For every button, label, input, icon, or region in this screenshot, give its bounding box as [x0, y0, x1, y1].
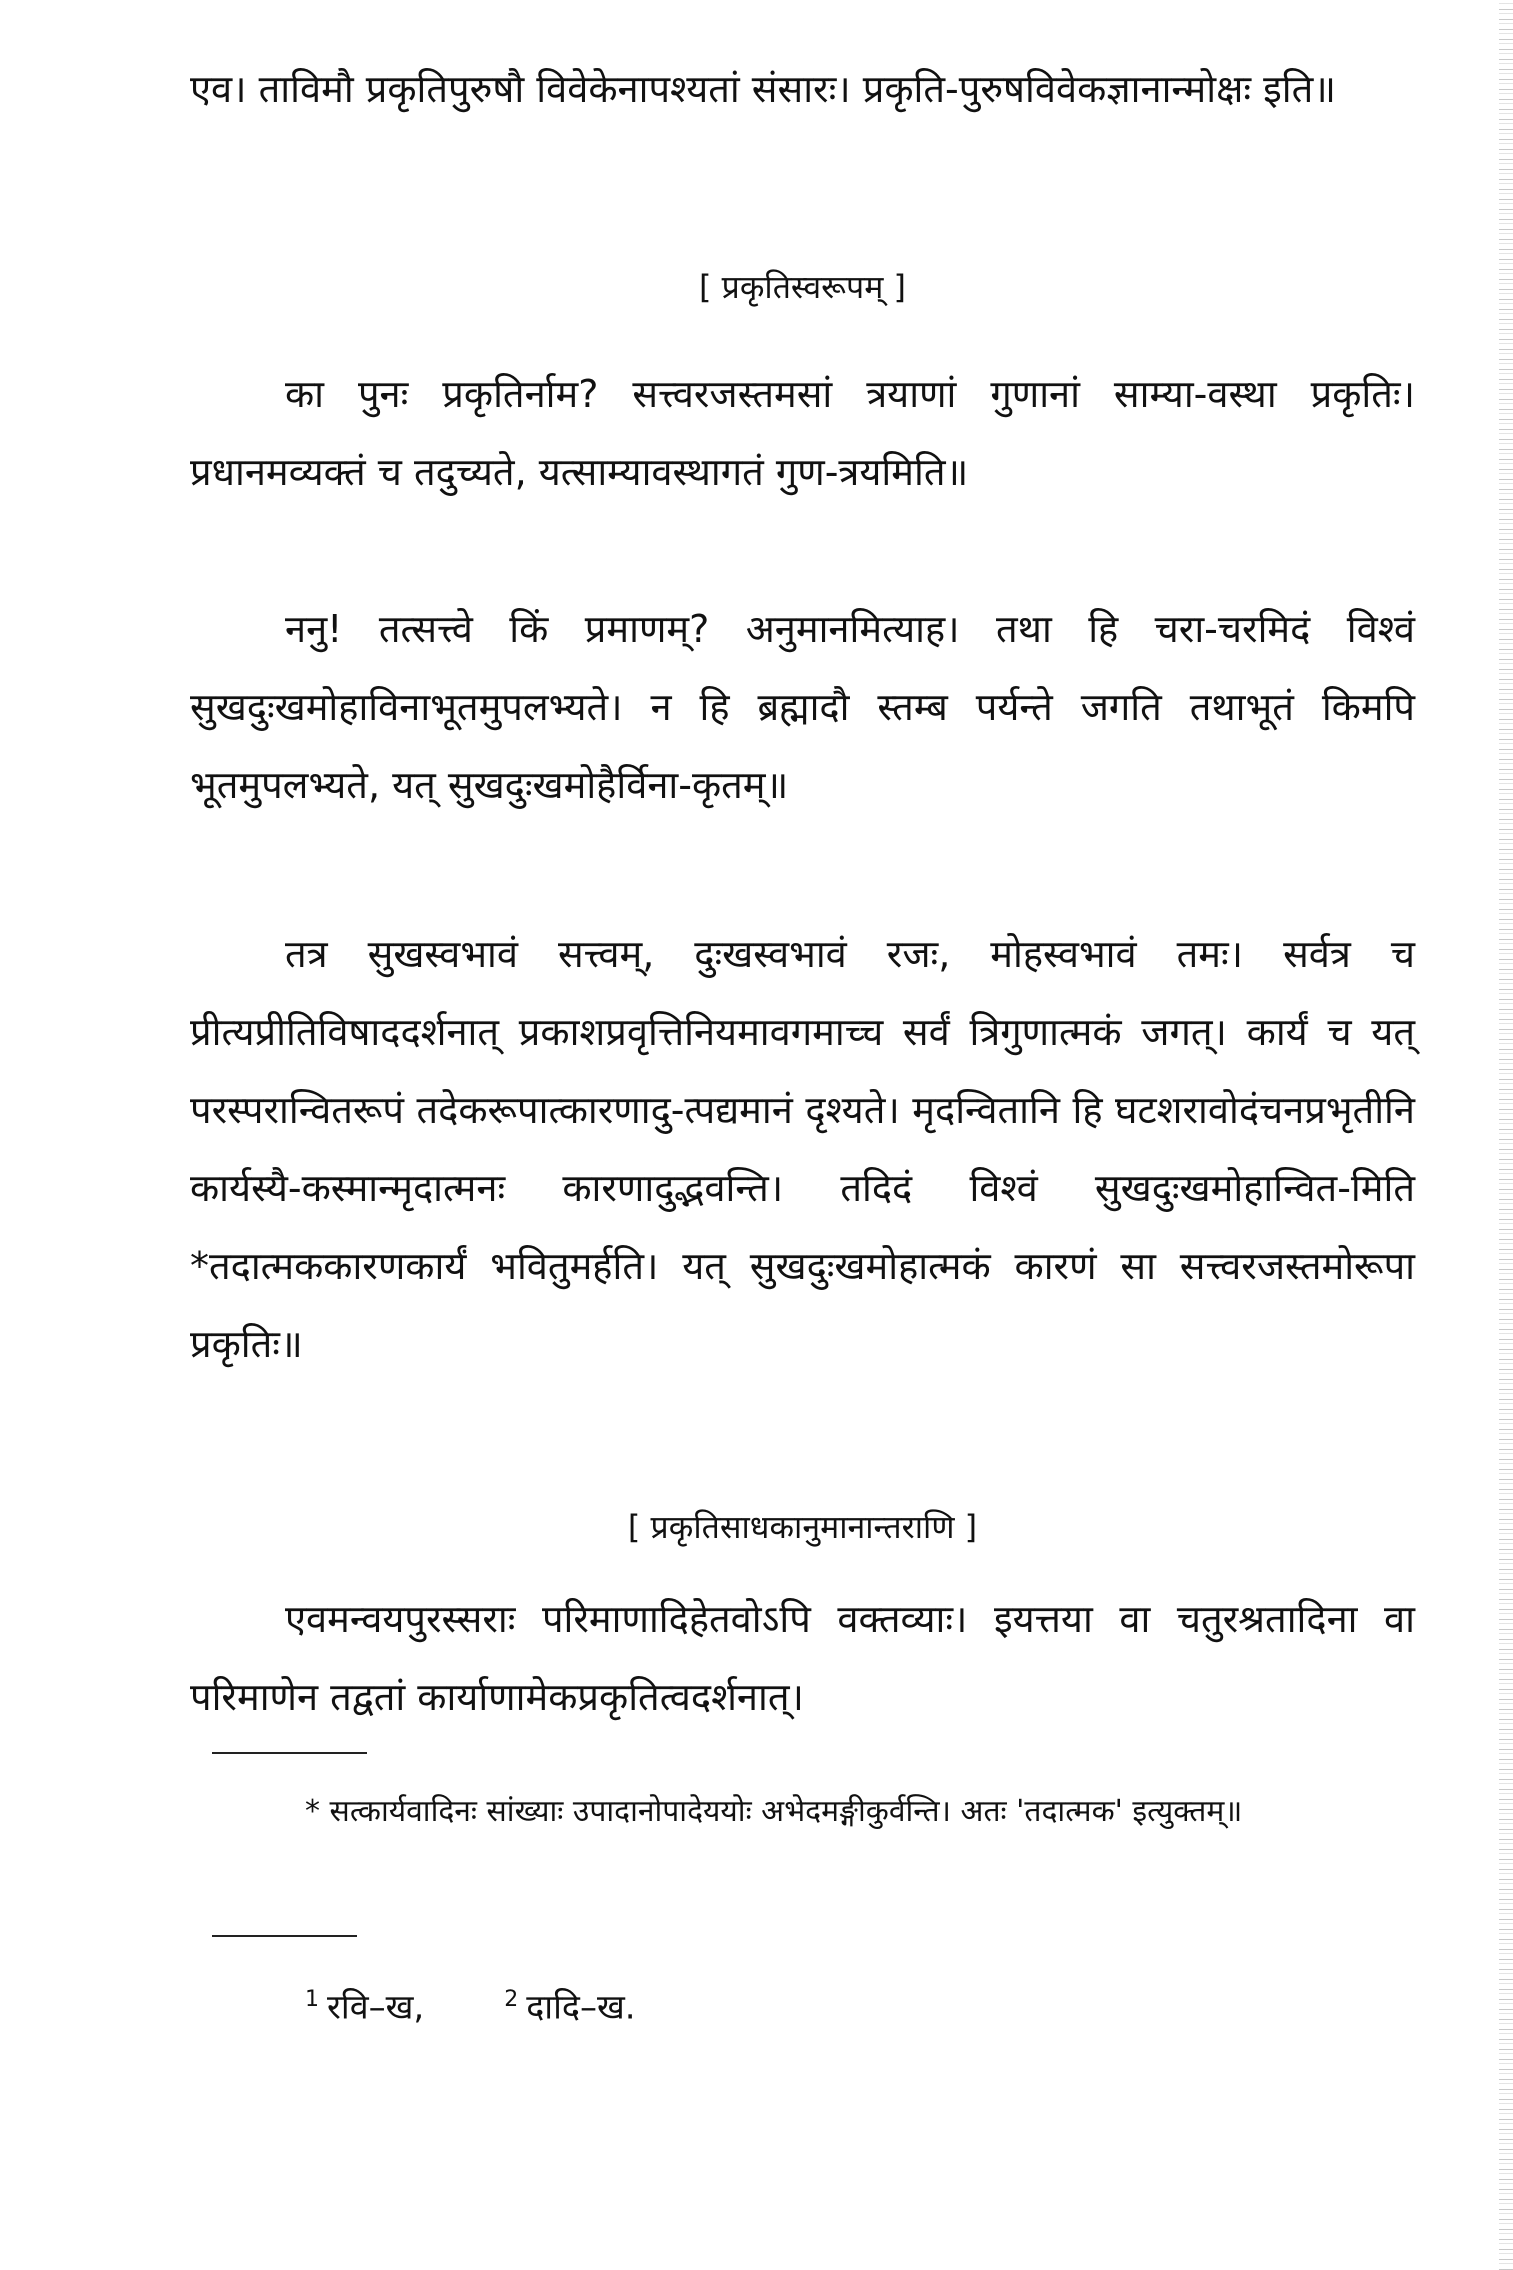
opening-paragraph: एव। ताविमौ प्रकृतिपुरुषौ विवेकेनापश्यतां संसारः। प्रकृति-पुरुषविवेकज्ञानान्मोक्षः इति॥	[190, 67, 1337, 111]
variant-readings	[305, 1975, 636, 2032]
paragraph-pramana-question: ननु! तत्सत्त्वे किं प्रमाणम्? अनुमानमित्याह। तथा हि चरा-चरमिदं विश्वं सुखदुःखमोहाविनाभूतमुपलभ्यते। न हि ब्रह्मादौ स्तम्ब पर्यन्ते जगति तथाभूतं किमपि भूतमुपलभ्यते, यत् सुखदुःखमोहैर्विना-कृतम्॥	[190, 607, 1415, 807]
section-heading-prakriti-svarupa: [ प्रकृतिस्वरूपम् ]	[698, 268, 907, 306]
footnote-star-note: * सत्कार्यवादिनः सांख्याः उपादानोपादेययोः अभेदमङ्गीकुर्वन्ति। अतः 'तदात्मक' इत्युक्तम्॥	[305, 1794, 1243, 1829]
page-edge-shadow	[1499, 0, 1513, 2270]
paragraph-guna-nature: तत्र सुखस्वभावं सत्त्वम्, दुःखस्वभावं रजः, मोहस्वभावं तमः। सर्वत्र च प्रीत्यप्रीतिविषाददर्शनात् प्रकाशप्रवृत्तिनियमावगमाच्च सर्वं त्रिगुणात्मकं जगत्। कार्यं च यत् परस्परान्वितरूपं तदेकरूपात्कारणादु-त्पद्यमानं दृश्यते। मृदन्वितानि हि घटशरावोदंचनप्रभृतीनि कार्यस्यै-कस्मान्मृदात्मनः कारणादुद्भवन्ति। तदिदं विश्वं सुखदुःखमोहान्वित-मिति *तदात्मककारणकार्यं भवितुमर्हति। यत् सुखदुःखमोहात्मकं कारणं सा सत्त्वरजस्तमोरूपा प्रकृतिः॥	[190, 932, 1415, 1366]
variant-separator-rule	[212, 1935, 357, 1937]
footnote-separator-rule	[212, 1752, 367, 1754]
variant-1-text: रवि–ख,	[327, 1987, 425, 2028]
paragraph-parimana-hetu: एवमन्वयपुरस्सराः परिमाणादिहेतवोऽपि वक्तव्याः। इयत्तया वा चतुरश्रतादिना वा परिमाणेन तद्वतां कार्याणामेकप्रकृतित्वदर्शनात्।	[190, 1597, 1415, 1719]
section-heading-anumana: [ प्रकृतिसाधकानुमानान्तराणि ]	[627, 1508, 978, 1546]
variant-1-marker: 1	[305, 1987, 319, 2012]
variant-2-marker: 2	[504, 1987, 519, 2012]
variant-2-text: दादि–ख.	[526, 1987, 636, 2028]
paragraph-prakriti-definition: का पुनः प्रकृतिर्नाम? सत्त्वरजस्तमसां त्रयाणां गुणानां साम्या-वस्था प्रकृतिः। प्रधानमव्यक्तं च तदुच्यते, यत्साम्यावस्थागतं गुण-त्रयमिति॥	[190, 372, 1415, 494]
